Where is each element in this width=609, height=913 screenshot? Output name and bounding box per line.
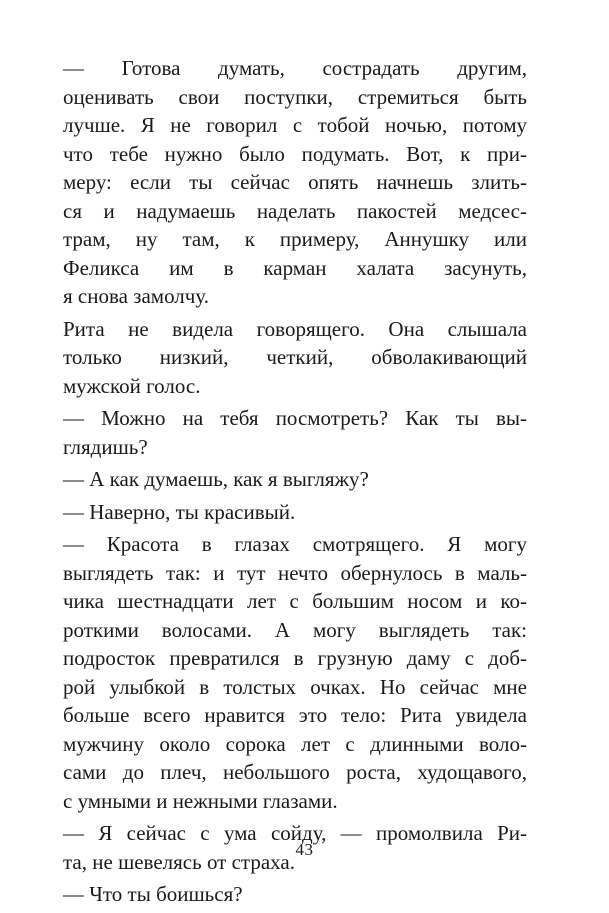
text-line: сами до плеч, небольшого роста, худощавого, (63, 760, 527, 784)
text-line: с умными и нежными глазами. (63, 788, 338, 813)
text-line: рой улыбкой в толстых очках. Но сейчас мне (63, 674, 527, 699)
text-line: трам, ну там, к примеру, Аннушку или (63, 227, 527, 251)
text-line: ся и надумаешь наделать пакостей медсес- (63, 198, 527, 223)
text-line: — Что ты боишься? (63, 882, 243, 906)
text-line: оценивать свои поступки, стремиться быть (63, 84, 527, 109)
text-line: я снова замолчу. (63, 284, 209, 308)
text-line: меру: если ты сейчас опять начнешь злить- (63, 170, 527, 194)
paragraph (63, 498, 527, 527)
text-line: только низкий, четкий, обволакивающий (63, 345, 527, 369)
text-line: больше всего нравится это тело: Рита увидела (63, 703, 527, 727)
text-line: подросток превратился в грузную даму с доб- (63, 646, 527, 670)
text-line: мужчину около сорока лет с длинными воло- (63, 731, 527, 756)
text-line: та, не шевелясь от страха. (63, 849, 295, 874)
text-line: Феликса им в карман халата засунуть, (63, 255, 527, 280)
text-line: мужской голос. (63, 373, 201, 398)
text-line: — Наверно, ты красивый. (63, 499, 296, 524)
text-line: — Красота в глазах смотрящего. Я могу (63, 532, 527, 556)
page-number: 43 (295, 840, 314, 859)
text-line: — Я сейчас с ума сойду, — промолвила Ри- (63, 821, 527, 845)
paragraph (63, 404, 527, 461)
text-line: что тебе нужно было подумать. Вот, к при- (63, 141, 527, 166)
text-line: глядишь? (63, 434, 148, 459)
body-text (63, 54, 527, 913)
paragraph (63, 315, 527, 401)
paragraph (63, 880, 527, 909)
paragraph (63, 465, 527, 494)
text-line: лучше. Я не говорил с тобой ночью, потому (63, 113, 527, 137)
paragraph (63, 54, 527, 311)
text-line: — Можно на тебя посмотреть? Как ты вы- (63, 406, 527, 430)
text-line: — А как думаешь, как я выгляжу? (63, 467, 369, 491)
text-line: чика шестнадцати лет с большим носом и ко- (63, 589, 527, 613)
text-line: — Готова думать, сострадать другим, (63, 56, 527, 80)
text-line: выглядеть так: и тут нечто обернулось в маль- (63, 560, 527, 585)
text-line: роткими волосами. А могу выглядеть так: (63, 617, 527, 642)
paragraph (63, 530, 527, 815)
text-line: Рита не видела говорящего. Она слышала (63, 316, 527, 341)
